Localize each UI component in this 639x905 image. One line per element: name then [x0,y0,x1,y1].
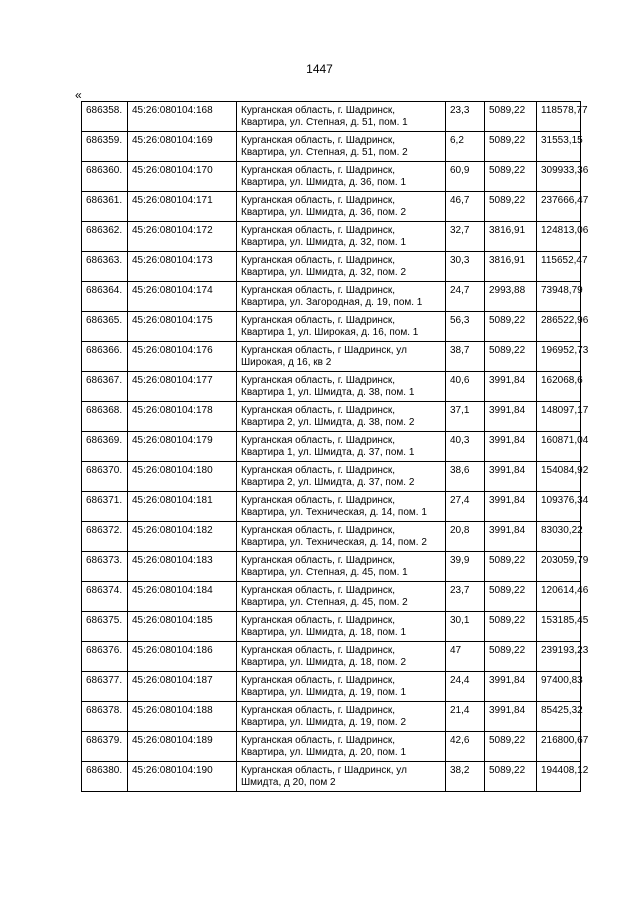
table-row [82,402,581,432]
table-body [82,102,589,792]
address-cell: Курганская область, г Шадринск, ул Шмидта, д 20, пом 2 [237,762,446,792]
row-number-cell: 686376. [82,642,128,672]
area-cell: 38,2 [446,762,485,792]
address-cell: Курганская область, г. Шадринск, Квартира 1, ул. Шмидта, д. 38, пом. 1 [237,372,446,402]
table-row [82,702,581,732]
address-cell: Курганская область, г. Шадринск, Квартира, ул. Техническая, д. 14, пом. 1 [237,492,446,522]
address-cell: Курганская область, г Шадринск, ул Широкая, д 16, кв 2 [237,342,446,372]
cadastral-value-cell: 194408,12 [537,762,581,792]
cadastral-number-cell: 45:26:080104:175 [128,312,237,342]
cadastral-value-cell: 162068,6 [537,372,581,402]
area-cell: 56,3 [446,312,485,342]
cadastral-number-cell: 45:26:080104:184 [128,582,237,612]
specific-value-cell: 5089,22 [485,192,537,222]
row-number-cell: 686378. [82,702,128,732]
specific-value-cell: 5089,22 [485,162,537,192]
area-cell: 47 [446,642,485,672]
table-row [82,552,581,582]
table-row [82,372,581,402]
cadastral-number-cell: 45:26:080104:172 [128,222,237,252]
cadastral-number-cell: 45:26:080104:179 [128,432,237,462]
table-row [82,462,581,492]
cadastral-number-cell: 45:26:080104:176 [128,342,237,372]
area-cell: 32,7 [446,222,485,252]
specific-value-cell: 2993,88 [485,282,537,312]
table-row [82,642,581,672]
cadastral-value-cell: 73948,79 [537,282,581,312]
cadastral-number-cell: 45:26:080104:178 [128,402,237,432]
specific-value-cell: 3991,84 [485,462,537,492]
specific-value-cell: 3991,84 [485,702,537,732]
area-cell: 38,7 [446,342,485,372]
specific-value-cell: 3991,84 [485,372,537,402]
specific-value-cell: 3816,91 [485,222,537,252]
specific-value-cell: 5089,22 [485,312,537,342]
cadastral-number-cell: 45:26:080104:185 [128,612,237,642]
cadastral-value-cell: 124813,06 [537,222,581,252]
address-cell: Курганская область, г. Шадринск, Квартира, ул. Шмидта, д. 19, пом. 1 [237,672,446,702]
cadastral-number-cell: 45:26:080104:188 [128,702,237,732]
specific-value-cell: 5089,22 [485,732,537,762]
row-number-cell: 686361. [82,192,128,222]
area-cell: 20,8 [446,522,485,552]
area-cell: 37,1 [446,402,485,432]
cadastral-number-cell: 45:26:080104:189 [128,732,237,762]
table-row [82,102,581,132]
cadastral-value-cell: 97400,83 [537,672,581,702]
table-row [82,342,581,372]
table-row [82,222,581,252]
specific-value-cell: 5089,22 [485,642,537,672]
table-row [82,192,581,222]
specific-value-cell: 3816,91 [485,252,537,282]
specific-value-cell: 3991,84 [485,522,537,552]
specific-value-cell: 5089,22 [485,102,537,132]
specific-value-cell: 3991,84 [485,402,537,432]
area-cell: 21,4 [446,702,485,732]
address-cell: Курганская область, г. Шадринск, Квартира, ул. Шмидта, д. 36, пом. 2 [237,192,446,222]
area-cell: 30,3 [446,252,485,282]
cadastral-value-cell: 239193,23 [537,642,581,672]
table-row [82,492,581,522]
address-cell: Курганская область, г. Шадринск, Квартира, ул. Степная, д. 51, пом. 1 [237,102,446,132]
area-cell: 24,7 [446,282,485,312]
address-cell: Курганская область, г. Шадринск, Квартира, ул. Степная, д. 45, пом. 2 [237,582,446,612]
area-cell: 40,6 [446,372,485,402]
row-number-cell: 686373. [82,552,128,582]
cadastral-value-cell: 31553,15 [537,132,581,162]
cadastral-value-cell: 203059,79 [537,552,581,582]
area-cell: 23,7 [446,582,485,612]
row-number-cell: 686375. [82,612,128,642]
cadastral-value-cell: 83030,22 [537,522,581,552]
address-cell: Курганская область, г. Шадринск, Квартира 1, ул. Широкая, д. 16, пом. 1 [237,312,446,342]
cadastral-value-cell: 118578,77 [537,102,581,132]
cadastral-value-cell: 154084,92 [537,462,581,492]
specific-value-cell: 5089,22 [485,552,537,582]
cadastral-number-cell: 45:26:080104:180 [128,462,237,492]
cadastral-value-cell: 237666,47 [537,192,581,222]
table-row [82,252,581,282]
specific-value-cell: 3991,84 [485,672,537,702]
row-number-cell: 686358. [82,102,128,132]
table-row [82,522,581,552]
table-row [82,432,581,462]
table-row [82,162,581,192]
address-cell: Курганская область, г. Шадринск, Квартира, ул. Шмидта, д. 19, пом. 2 [237,702,446,732]
row-number-cell: 686359. [82,132,128,162]
row-number-cell: 686380. [82,762,128,792]
specific-value-cell: 5089,22 [485,132,537,162]
address-cell: Курганская область, г. Шадринск, Квартира, ул. Шмидта, д. 18, пом. 1 [237,612,446,642]
row-number-cell: 686366. [82,342,128,372]
cadastral-number-cell: 45:26:080104:169 [128,132,237,162]
specific-value-cell: 3991,84 [485,432,537,462]
cadastral-number-cell: 45:26:080104:183 [128,552,237,582]
row-number-cell: 686365. [82,312,128,342]
row-number-cell: 686372. [82,522,128,552]
table-row [82,762,581,792]
page-number: 1447 [306,62,333,76]
table-row [82,732,581,762]
area-cell: 30,1 [446,612,485,642]
row-number-cell: 686360. [82,162,128,192]
address-cell: Курганская область, г. Шадринск, Квартира, ул. Степная, д. 45, пом. 1 [237,552,446,582]
address-cell: Курганская область, г. Шадринск, Квартира, ул. Шмидта, д. 32, пом. 2 [237,252,446,282]
address-cell: Курганская область, г. Шадринск, Квартира, ул. Техническая, д. 14, пом. 2 [237,522,446,552]
address-cell: Курганская область, г. Шадринск, Квартира, ул. Шмидта, д. 18, пом. 2 [237,642,446,672]
row-number-cell: 686367. [82,372,128,402]
area-cell: 40,3 [446,432,485,462]
table-row [82,312,581,342]
row-number-cell: 686368. [82,402,128,432]
row-number-cell: 686371. [82,492,128,522]
area-cell: 27,4 [446,492,485,522]
area-cell: 46,7 [446,192,485,222]
area-cell: 39,9 [446,552,485,582]
address-cell: Курганская область, г. Шадринск, Квартира, ул. Загородная, д. 19, пом. 1 [237,282,446,312]
row-number-cell: 686364. [82,282,128,312]
row-number-cell: 686363. [82,252,128,282]
row-number-cell: 686374. [82,582,128,612]
area-cell: 23,3 [446,102,485,132]
cadastral-number-cell: 45:26:080104:190 [128,762,237,792]
cadastral-value-cell: 153185,45 [537,612,581,642]
specific-value-cell: 5089,22 [485,762,537,792]
specific-value-cell: 5089,22 [485,612,537,642]
cadastral-value-table [81,101,589,792]
address-cell: Курганская область, г. Шадринск, Квартира, ул. Шмидта, д. 36, пом. 1 [237,162,446,192]
cadastral-number-cell: 45:26:080104:182 [128,522,237,552]
table-row [82,132,581,162]
cadastral-number-cell: 45:26:080104:187 [128,672,237,702]
table-row [82,612,581,642]
address-cell: Курганская область, г. Шадринск, Квартира, ул. Степная, д. 51, пом. 2 [237,132,446,162]
cadastral-value-cell: 286522,96 [537,312,581,342]
row-number-cell: 686377. [82,672,128,702]
cadastral-number-cell: 45:26:080104:168 [128,102,237,132]
area-cell: 6,2 [446,132,485,162]
row-number-cell: 686379. [82,732,128,762]
cadastral-number-cell: 45:26:080104:170 [128,162,237,192]
cadastral-value-cell: 109376,34 [537,492,581,522]
area-cell: 38,6 [446,462,485,492]
cadastral-number-cell: 45:26:080104:171 [128,192,237,222]
cadastral-value-cell: 148097,17 [537,402,581,432]
cadastral-number-cell: 45:26:080104:181 [128,492,237,522]
cadastral-value-cell: 85425,32 [537,702,581,732]
specific-value-cell: 5089,22 [485,582,537,612]
cadastral-number-cell: 45:26:080104:186 [128,642,237,672]
area-cell: 60,9 [446,162,485,192]
row-number-cell: 686369. [82,432,128,462]
specific-value-cell: 5089,22 [485,342,537,372]
cadastral-number-cell: 45:26:080104:173 [128,252,237,282]
cadastral-value-cell: 160871,04 [537,432,581,462]
cadastral-value-cell: 309933,36 [537,162,581,192]
area-cell: 42,6 [446,732,485,762]
address-cell: Курганская область, г. Шадринск, Квартира, ул. Шмидта, д. 32, пом. 1 [237,222,446,252]
address-cell: Курганская область, г. Шадринск, Квартира 2, ул. Шмидта, д. 38, пом. 2 [237,402,446,432]
cadastral-number-cell: 45:26:080104:174 [128,282,237,312]
table-row [82,282,581,312]
address-cell: Курганская область, г. Шадринск, Квартира 2, ул. Шмидта, д. 37, пом. 2 [237,462,446,492]
cadastral-value-cell: 196952,73 [537,342,581,372]
cadastral-value-cell: 115652,47 [537,252,581,282]
address-cell: Курганская область, г. Шадринск, Квартира, ул. Шмидта, д. 20, пом. 1 [237,732,446,762]
cadastral-number-cell: 45:26:080104:177 [128,372,237,402]
cadastral-value-cell: 120614,46 [537,582,581,612]
row-number-cell: 686362. [82,222,128,252]
area-cell: 24,4 [446,672,485,702]
address-cell: Курганская область, г. Шадринск, Квартира 1, ул. Шмидта, д. 37, пом. 1 [237,432,446,462]
row-number-cell: 686370. [82,462,128,492]
table-row [82,582,581,612]
specific-value-cell: 3991,84 [485,492,537,522]
table-row [82,672,581,702]
cadastral-value-cell: 216800,67 [537,732,581,762]
opening-quote-mark: « [75,88,82,102]
